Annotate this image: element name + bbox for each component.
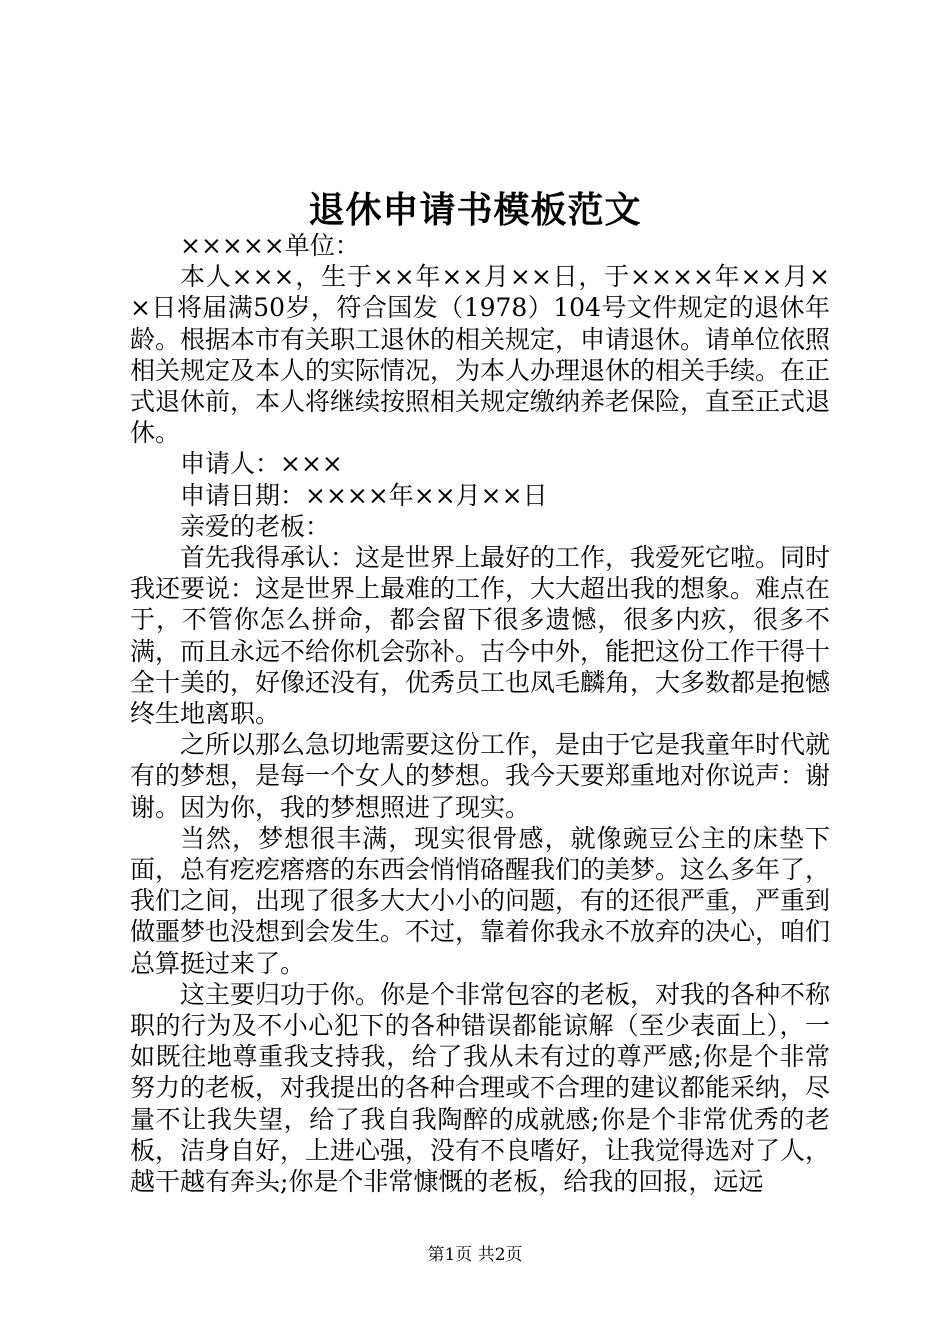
application-date-line: 申请日期：××××年××月××日 (180, 480, 548, 510)
applicant-line: 申请人：××× (180, 449, 343, 479)
application-paragraph: 本人×××，生于××年××月××日，于××××年××月××日将届满50岁，符合国发（1978）104号文件规定的退休年龄。根据本市有关职工退休的相关规定，申请退休。请单位依照相关规定及本人的实际情况，为本人办理退休的相关手续。在正式退休前，本人将继续按照相关规定缴纳养老保险，直至正式退休。 (130, 262, 831, 448)
body-paragraph: 这主要归功于你。你是个非常包容的老板，对我的各种不称职的行为及不小心犯下的各种错误都能谅解（至少表面上），一如既往地尊重我支持我，给了我从未有过的尊严感;你是个非常努力的老板，对我提出的各种合理或不合理的建议都能采纳，尽量不让我失望，给了我自我陶醉的成就感;你是个非常优秀的老板，洁身自好，上进心强，没有不良嗜好，让我觉得选对了人，越干越有奔头;你是个非常慷慨的老板，给我的回报，远远 (130, 979, 831, 1197)
salutation-unit: ×××××单位： (180, 231, 360, 260)
body-paragraph: 当然，梦想很丰满，现实很骨感，就像豌豆公主的床垫下面，总有疙疙瘩瘩的东西会悄悄硌醒我们的美梦。这么多年了，我们之间，出现了很多大大小小的问题，有的还很严重，严重到做噩梦也没想到会发生。不过，靠着你我永不放弃的决心，咱们总算挺过来了。 (130, 823, 831, 978)
body-paragraph: 之所以那么急切地需要这份工作，是由于它是我童年时代就有的梦想，是每一个女人的梦想。我今天要郑重地对你说声：谢谢。因为你，我的梦想照进了现实。 (130, 730, 831, 822)
salutation-boss: 亲爱的老板： (180, 511, 331, 541)
body-paragraph: 首先我得承认：这是世界上最好的工作，我爱死它啦。同时我还要说：这是世界上最难的工作，大大超出我的想象。难点在于，不管你怎么拼命，都会留下很多遗憾，很多内疚，很多不满，而且永远不给你机会弥补。古今中外，能把这份工作干得十全十美的，好像还没有，优秀员工也凤毛麟角，大多数都是抱憾终生地离职。 (130, 543, 831, 729)
document-body (130, 230, 830, 1197)
page-title: 退休申请书模板范文 (308, 189, 642, 231)
page-number-footer: 第1页 共2页 (427, 1245, 523, 1265)
